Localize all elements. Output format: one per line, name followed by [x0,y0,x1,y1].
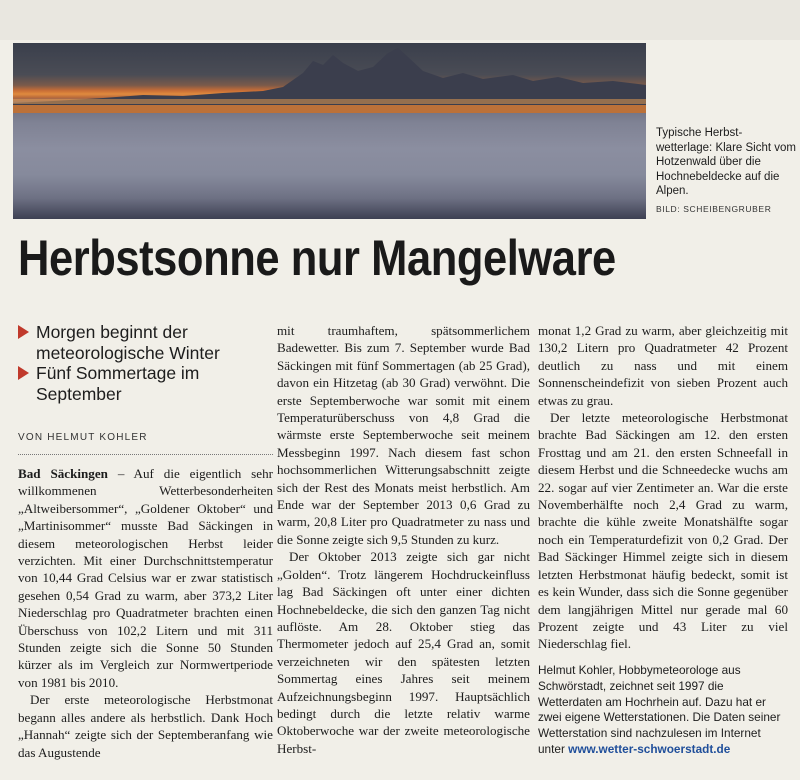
photo-caption [656,126,796,216]
bullet-text: Morgen beginnt der meteorologische Winter [36,322,220,363]
website-link[interactable]: www.wetter-schwoerstadt.de [568,741,731,756]
bullet-item [18,322,268,363]
byline: VON HELMUT KOHLER [18,432,148,443]
author-note-text: Helmut Kohler, Hobbymeteorologe aus Schwörstadt, zeichnet seit 1997 die Wetterdaten am Hochrhein auf. Dazu hat er zwei eigene Wetterstationen. Die Daten seiner Wetterstation sind nachzulesen im Internet unter [538,663,781,756]
top-margin [0,0,800,40]
byline-divider [18,454,273,455]
paragraph: mit traumhaftem, spätsommerlichem Badewetter. Bis zum 7. September wurde Bad Säckingen mit fünf Sommertagen (ab 25 Grad), davon ein Hitzetag (ab 30 Grad) verwöhnt. Die erste Septemberwoche war somit mit einem Temperaturüberschuss von 4,8 Grad die wärmste erste Septemberwoche seit meinem Messbeginn 1997. Nach diesem fast schon hochsommerlichen Witterungsabschnitt zeigte sich der Rest des Monats meist herbstlich. Am Ende war der September 2013 0,6 Grad zu warm, 20,8 Liter pro Quadratmeter zu nass und die Sonne zeigte sich 9,5 Stunden zu kurz. [277,323,530,547]
photo-credit: BILD: SCHEIBENGRUBER [656,203,772,214]
paragraph: Der erste meteorologische Herbstmonat begann alles andere als herbstlich. Dank Hoch „Hannah“ zeigte sich der Septemberanfang wie das Augustende [18,692,273,760]
arrow-icon [18,325,29,339]
caption-text: Typische Herbst-wetterlage: Klare Sicht vom Hotzenwald über die Hochnebeldecke auf die Alpen. [656,127,796,197]
bullet-item [18,363,268,404]
paragraph: – Auf die eigentlich sehr willkommenen Wetterbesonderheiten „Altweibersommer“, „Goldener Oktober“ und „Martinisommer“ musste Bad Säckingen in diesem meteorologischen Herbst leider verzichten. Mit einer Durchschnittstemperatur von 10,44 Grad Celsius war er zwar statistisch gesehen 0,54 Grad zu warm, aber 373,2 Liter Niederschlag pro Quadratmeter brachten einen Überschuss von 102,2 Litern und mit 311 Stunden zeigte sich die Sonne 50 Stunden kürzer als im Vergleich zur Normwertperiode von 1981 bis 2010. [18,466,273,690]
dateline: Bad Säckingen [18,466,108,481]
bullet-text: Fünf Sommertage im September [36,363,200,404]
article-column-2 [277,322,530,757]
article-column-1 [18,465,273,761]
arrow-icon [18,366,29,380]
article-column-3 [538,322,788,653]
summary-bullets [18,322,268,404]
mountain-silhouette [13,43,646,219]
alps-sunset-photo [13,43,646,219]
author-note [538,663,788,758]
paragraph: Der letzte meteorologische Herbstmonat brachte Bad Säckingen am 12. den ersten Frosttag und am 21. den ersten Schneefall in diesem Herbst und die Schneedecke wuchs am 22. sogar auf vier Zentimeter an. War die erste Novemberhälfte noch 2,4 Grad zu warm, brachte die kühle zweite Monatshälfte sogar noch ein Temperaturdefizit von 0,2 Grad. Der Bad Säckinger Himmel zeigte sich in diesem letzten Herbstmonat häufig bedeckt, somit ist es kein Wunder, dass sich die Sonne gegenüber dem langjährigen Mittel nur gerade mal 60 Prozent zeigte und 43 Liter zu viel Niederschlag fiel. [538,410,788,652]
headline: Herbstsonne nur Mangelware [18,230,616,286]
paragraph: Der Oktober 2013 zeigte sich gar nicht „Golden“. Trotz längerem Hochdruckeinfluss lag Bad Säckingen oft unter einer dichten Hochnebeldecke, die sich den ganzen Tag nicht auflöste. Am 28. Oktober stieg das Thermometer jedoch auf 25,4 Grad an, somit verzeichneten wir den spätesten letzten Sommertag eines Jahres seit meinem Aufzeichnungsbeginn 1997. Hauptsächlich bedingt durch die letzte relativ warme Oktoberwoche war der zweite meteorologische Herbst- [277,549,530,756]
paragraph: monat 1,2 Grad zu warm, aber gleichzeitig mit 130,2 Litern pro Quadratmeter 42 Prozent deutlich zu nass und mit einem Sonnenscheindefizit von sieben Prozent auch etwas zu grau. [538,323,788,408]
